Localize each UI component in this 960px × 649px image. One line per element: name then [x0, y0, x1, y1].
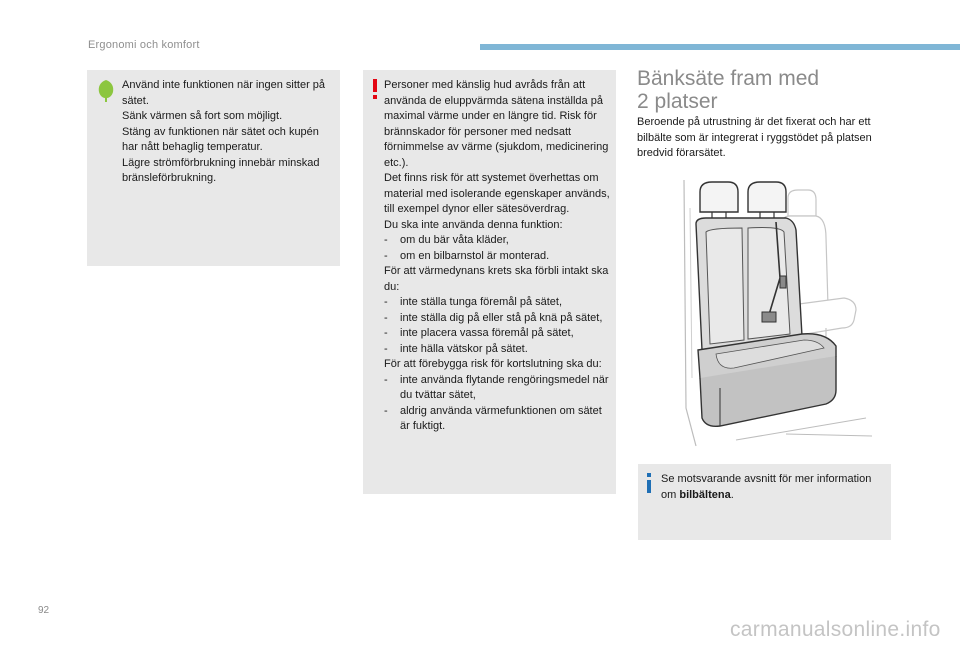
warning-text: [384, 78, 612, 435]
page-number: 92: [38, 605, 50, 616]
list-item: - om en bilbarnstol är monterad.: [384, 249, 550, 262]
seatbelts-link[interactable]: bilbältena: [679, 488, 731, 501]
info-text-body: Se motsvarande avsnitt för mer information om: [661, 473, 872, 501]
info-text: [661, 472, 886, 503]
info-icon: [645, 473, 653, 493]
list-item: - inte använda flytande rengöringsmedel när du tvättar sätet,: [384, 373, 609, 401]
eco-line: Lägre strömförbrukning innebär minskad bränsleförbrukning.: [122, 156, 320, 184]
info-text-end: .: [730, 488, 734, 501]
warning-exclamation-icon: [371, 79, 379, 99]
list-item: - inte ställa dig på eller stå på knä på sätet,: [384, 311, 603, 324]
section-title-line: 2 platser: [637, 90, 718, 113]
list-item: - inte ställa tunga föremål på sätet,: [384, 296, 563, 308]
chapter-title: Ergonomi och komfort: [88, 39, 200, 51]
watermark: carmanualsonline.info: [730, 618, 941, 641]
list-item: - om du bär våta kläder,: [384, 234, 509, 246]
eco-leaf-icon: [96, 79, 116, 103]
list-item: - inte hälla vätskor på sätet.: [384, 342, 528, 355]
section-intro: Beroende på utrustning är det fixerat och har ett bilbälte som är integrerat i ryggstödet på platsen bredvid förarsätet.: [637, 116, 872, 159]
warning-paragraph: För att värmedynans krets ska förbli intakt ska du:: [384, 265, 609, 293]
bench-seat-illustration: [676, 178, 876, 448]
chapter-accent-bar: [480, 44, 960, 50]
list-item: - aldrig använda värmefunktionen om sätet är fuktigt.: [384, 404, 602, 432]
warning-paragraph: Personer med känslig hud avråds från att använda de eluppvärmda sätena inställda på maximal värme under en längre tid. Risk för brännskador för personer med nedsatt förnimmelse av värme (sjukdom, medicinering etc.).: [384, 79, 609, 169]
warning-paragraph: Det finns risk för att systemet överhettas om material med isolerande egenskaper används, till exempel dynor eller sätesöverdrag.: [384, 172, 610, 215]
list-item: - inte placera vassa föremål på sätet,: [384, 327, 574, 339]
eco-line: Stäng av funktionen när sätet och kupén har nått behaglig temperatur.: [122, 125, 319, 153]
section-title-line: Bänksäte fram med: [637, 67, 820, 90]
eco-line: Använd inte funktionen när ingen sitter på sätet.: [122, 79, 326, 107]
warning-paragraph: För att förebygga risk för kortslutning ska du:: [384, 358, 602, 370]
eco-line: Sänk värmen så fort som möjligt.: [122, 110, 283, 122]
eco-tip-text: [122, 78, 336, 187]
warning-paragraph: Du ska inte använda denna funktion:: [384, 218, 563, 231]
section-title: [637, 67, 897, 113]
